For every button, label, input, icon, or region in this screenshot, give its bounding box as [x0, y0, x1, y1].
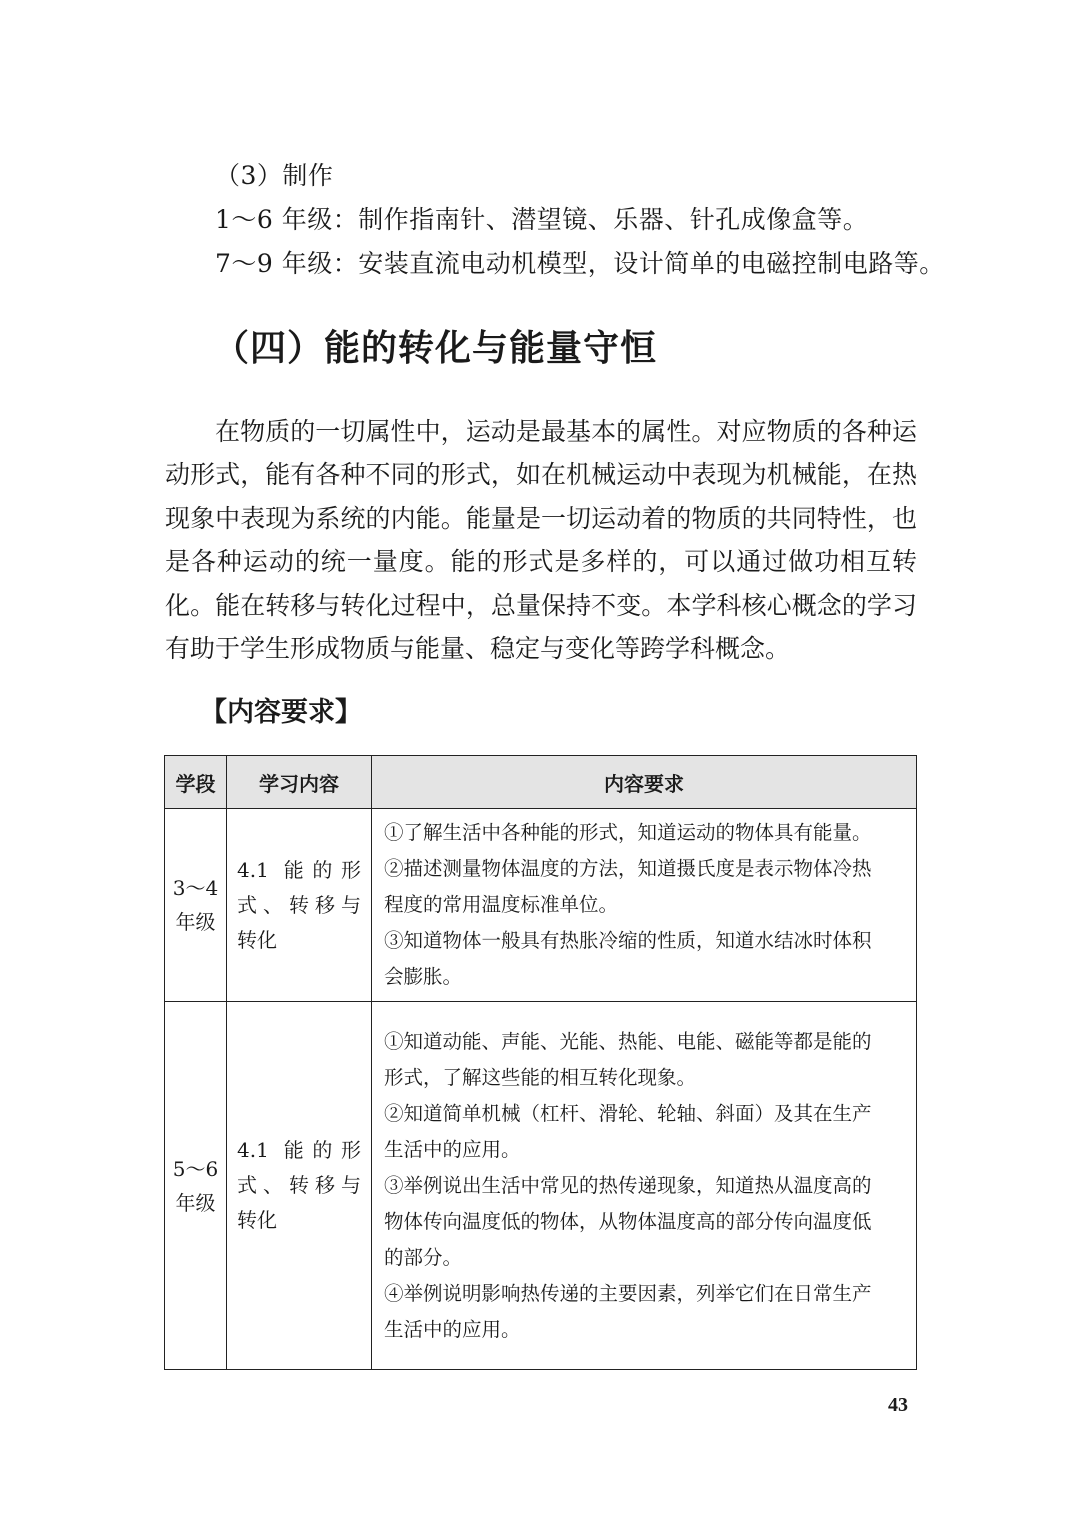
- section-3-title: （3）制作: [215, 161, 334, 190]
- requirement-text: 的部分。: [384, 1245, 463, 1269]
- content-text: 式、转移与: [237, 892, 361, 917]
- page-number: 43: [888, 1394, 908, 1416]
- requirement-text: ②描述测量物体温度的方法，知道摄氏度是表示物体冷热: [384, 857, 872, 880]
- stage-text: 5～6: [172, 1156, 219, 1181]
- content-text: 式、转移与: [237, 1173, 361, 1197]
- content-text: 4.1 能的形: [237, 857, 361, 882]
- requirement-text: ②知道简单机械（杠杆、滑轮、轮轴、斜面）及其在生产: [384, 1101, 872, 1125]
- paragraph-line-3: 现象中表现为系统的内能。能量是一切运动着的物质的共同特性，也: [165, 504, 917, 533]
- header-learning-content: 学习内容: [227, 756, 372, 809]
- table-header-row: [165, 756, 917, 809]
- paragraph-line-2: 动形式，能有各种不同的形式，如在机械运动中表现为机械能，在热: [165, 460, 917, 489]
- section-4-heading: （四）能的转化与能量守恒: [213, 328, 658, 369]
- stage-cell: [165, 809, 227, 1002]
- table-row: [165, 1002, 917, 1370]
- stage-text: 年级: [175, 1190, 216, 1215]
- requirement-text: ③举例说出生活中常见的热传递现象，知道热从温度高的: [384, 1173, 872, 1197]
- requirement-text: ①了解生活中各种能的形式，知道运动的物体具有能量。: [384, 821, 872, 844]
- requirements-cell: [372, 1002, 917, 1370]
- requirement-text: 生活中的应用。: [384, 1317, 521, 1341]
- requirement-text: 物体传向温度低的物体，从物体温度高的部分传向温度低: [384, 1209, 872, 1233]
- requirement-text: ③知道物体一般具有热胀冷缩的性质，知道水结冰时体积: [384, 929, 872, 952]
- requirement-text: 形式，了解这些能的相互转化现象。: [384, 1065, 697, 1089]
- requirement-text: ④举例说明影响热传递的主要因素，列举它们在日常生产: [384, 1281, 872, 1305]
- header-requirements: 内容要求: [372, 756, 917, 809]
- requirements-cell: [372, 809, 917, 1002]
- paragraph-line-4: 是各种运动的统一量度。能的形式是多样的，可以通过做功相互转: [165, 547, 917, 576]
- grade-7-9-line: 7～9 年级：安装直流电动机模型，设计简单的电磁控制电路等。: [215, 249, 945, 278]
- paragraph-line-5: 化。能在转移与转化过程中，总量保持不变。本学科核心概念的学习: [165, 591, 917, 620]
- requirements-table: [164, 755, 917, 1370]
- stage-text: 年级: [175, 910, 216, 934]
- learning-content-cell: [227, 809, 372, 1002]
- content-text: 4.1 能的形: [237, 1138, 361, 1162]
- requirement-text: ①知道动能、声能、光能、热能、电能、磁能等都是能的: [384, 1029, 872, 1053]
- paragraph-line-1: 在物质的一切属性中，运动是最基本的属性。对应物质的各种运: [215, 417, 917, 446]
- learning-content-cell: [227, 1002, 372, 1370]
- requirement-text: 生活中的应用。: [384, 1137, 521, 1161]
- requirement-text: 程度的常用温度标准单位。: [384, 893, 619, 916]
- grade-1-6-line: 1～6 年级：制作指南针、潜望镜、乐器、针孔成像盒等。: [215, 205, 869, 234]
- header-stage: 学段: [165, 756, 227, 809]
- content-text: 转化: [237, 927, 277, 952]
- content-text: 转化: [237, 1208, 277, 1232]
- stage-cell: [165, 1002, 227, 1370]
- stage-text: 3～4: [172, 876, 219, 900]
- table-row: [165, 809, 917, 1002]
- requirement-text: 会膨胀。: [384, 965, 463, 988]
- content-requirements-heading: 【内容要求】: [200, 697, 362, 728]
- paragraph-line-6: 有助于学生形成物质与能量、稳定与变化等跨学科概念。: [165, 634, 791, 663]
